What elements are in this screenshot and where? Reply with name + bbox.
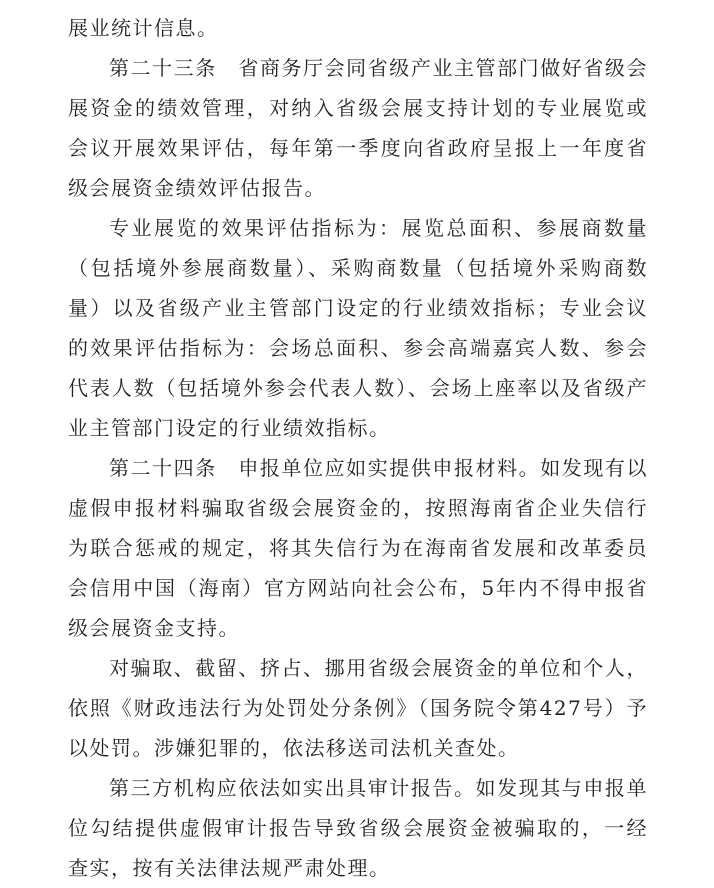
paragraph-third-party-audit: 第三方机构应依法如实出具审计报告。如发现其与申报单位勾结提供虚假审计报告导致省级会展资金被骗取的，一经查实，按有关法律法规严肃处理。 [68, 776, 648, 880]
document-body [68, 8, 648, 888]
paragraph-continuation: 展业统计信息。 [68, 16, 219, 40]
paragraph-penalty: 对骗取、截留、挤占、挪用省级会展资金的单位和个人，依照《财政违法行为处罚处分条例》（国务院令第427号）予以处罚。涉嫌犯罪的，依法移送司法机关查处。 [68, 656, 648, 760]
paragraph-article-24: 第二十四条 申报单位应如实提供申报材料。如发现有以虚假申报材料骗取省级会展资金的，按照海南省企业失信行为联合惩戒的规定，将其失信行为在海南省发展和改革委员会信用中国（海南）官方网站向社会公布，5年内不得申报省级会展资金支持。 [68, 456, 648, 640]
paragraph-evaluation-indicators: 专业展览的效果评估指标为：展览总面积、参展商数量（包括境外参展商数量）、采购商数量（包括境外采购商数量）以及省级产业主管部门设定的行业绩效指标；专业会议的效果评估指标为：会场总面积、参会高端嘉宾人数、参会代表人数（包括境外参会代表人数）、会场上座率以及省级产业主管部门设定的行业绩效指标。 [68, 216, 648, 440]
paragraph-article-23: 第二十三条 省商务厅会同省级产业主管部门做好省级会展资金的绩效管理，对纳入省级会展支持计划的专业展览或会议开展效果评估，每年第一季度向省政府呈报上一年度省级会展资金绩效评估报告。 [68, 56, 648, 200]
